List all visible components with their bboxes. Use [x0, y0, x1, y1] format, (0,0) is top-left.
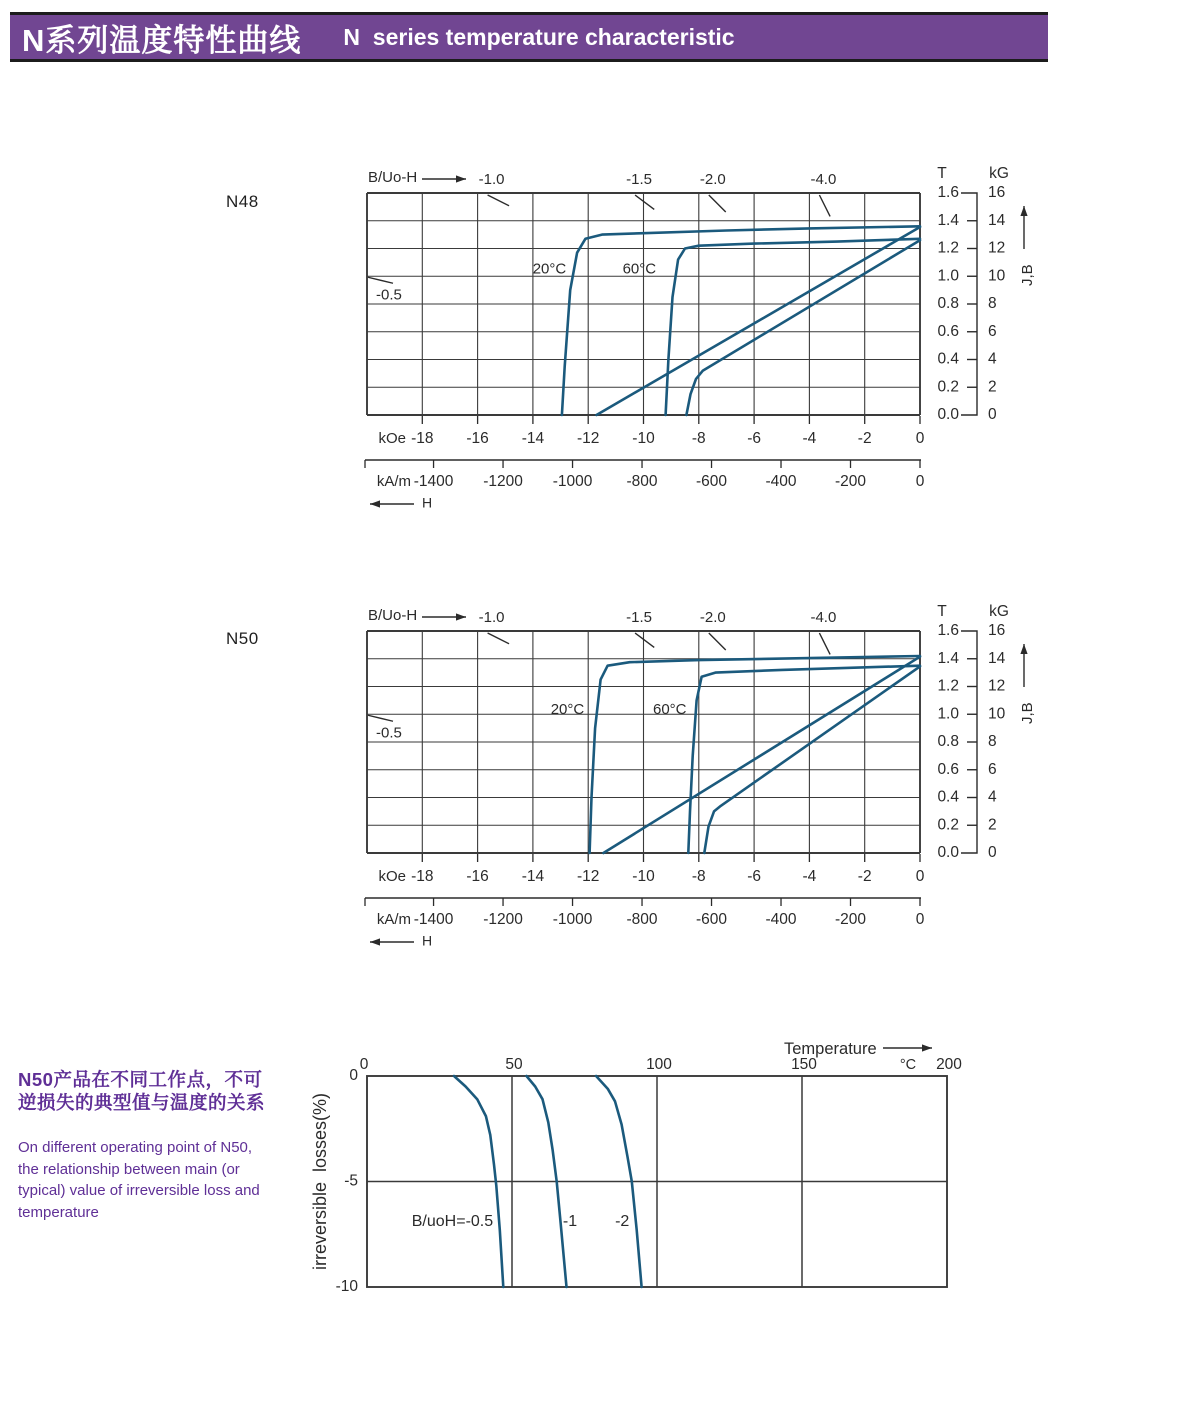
koe-tick-label: -12 — [576, 430, 600, 448]
tesla-tick-label: 0.4 — [937, 788, 959, 806]
gauss-tick-label: 14 — [988, 649, 1006, 667]
gauss-header: kG — [989, 165, 1009, 182]
temp-tick-label: 200 — [936, 1056, 962, 1073]
temperature-axis-title: Temperature — [784, 1040, 877, 1058]
koe-tick-label: -8 — [691, 430, 706, 448]
koe-tick-label: -16 — [466, 430, 489, 448]
kam-tick-label: -400 — [765, 473, 797, 491]
kam-tick-label: -600 — [696, 473, 728, 491]
note-english-line-2: the relationship between main (or — [18, 1160, 240, 1178]
gauss-tick-label: 10 — [988, 267, 1006, 285]
gauss-tick-label: 2 — [988, 378, 997, 396]
note-chinese-line-2: 逆损失的典型值与温度的关系 — [18, 1091, 266, 1113]
loss-curve-label: -2 — [615, 1212, 630, 1230]
koe-tick-label: -10 — [632, 868, 655, 886]
load-line-tick — [635, 633, 654, 647]
koe-tick-label: -14 — [521, 868, 545, 886]
koe-tick-label: -14 — [521, 430, 545, 448]
koe-tick-label: -2 — [857, 430, 872, 448]
load-line-tick — [368, 715, 393, 721]
temp-tick-label: 150 — [791, 1056, 817, 1073]
loss-tick-label: -5 — [344, 1172, 358, 1190]
koe-tick-label: 0 — [915, 430, 925, 448]
tesla-tick-label: 0.6 — [937, 322, 959, 340]
curve-temp-label: 20°C — [532, 260, 567, 278]
tesla-tick-label: 1.4 — [937, 649, 959, 667]
gauss-tick-label: 8 — [988, 295, 997, 313]
kam-tick-label: -800 — [626, 911, 658, 929]
gauss-tick-label: 12 — [988, 239, 1006, 257]
gauss-tick-label: 8 — [988, 733, 997, 751]
gauss-tick-label: 16 — [988, 184, 1006, 202]
kam-tick-label: -1200 — [483, 911, 523, 929]
temp-tick-label: 0 — [359, 1056, 369, 1073]
demag-curve — [666, 239, 920, 415]
koe-tick-label: 0 — [915, 868, 925, 886]
gauss-tick-label: 6 — [988, 760, 997, 778]
loss-curve-label: B/uoH=-0.5 — [411, 1212, 494, 1230]
note-english-line-4: temperature — [18, 1204, 99, 1222]
kam-unit-label: kA/m — [376, 472, 411, 490]
koe-tick-label: -16 — [466, 868, 489, 886]
curve-temp-label: 60°C — [653, 701, 687, 719]
koe-tick-label: -4 — [802, 868, 817, 886]
h-arrow-label: H — [422, 494, 433, 511]
arrow-head-icon — [1020, 206, 1027, 216]
load-line-tick — [819, 195, 830, 216]
gauss-tick-label: 4 — [988, 788, 997, 806]
loss-tick-label: 0 — [349, 1067, 358, 1085]
kam-tick-label: -200 — [834, 911, 867, 929]
load-line-label: -1.5 — [626, 171, 652, 188]
loss-curve-label: -1 — [562, 1212, 578, 1230]
gauss-tick-label: 0 — [988, 844, 997, 862]
gauss-tick-label: 2 — [988, 816, 997, 834]
load-line-label: -4.0 — [810, 609, 837, 626]
load-line-tick — [635, 195, 654, 209]
gauss-tick-label: 6 — [988, 322, 997, 340]
load-line-tick — [488, 633, 509, 644]
celsius-unit-label: °C — [899, 1057, 917, 1073]
tesla-header: T — [937, 165, 947, 182]
n50-irreversible-loss-chart — [310, 1040, 962, 1295]
kam-unit-label: kA/m — [376, 910, 411, 928]
load-line-label: -1.0 — [478, 609, 505, 626]
note-chinese-line-1: N50产品在不同工作点，不可 — [18, 1069, 263, 1090]
y-axis-label: B/Uo-H — [368, 607, 418, 624]
load-line-tick — [709, 195, 726, 212]
tesla-tick-label: 0.2 — [937, 816, 959, 834]
kam-tick-label: -1400 — [413, 473, 454, 491]
tesla-tick-label: 0.4 — [937, 350, 959, 368]
koe-tick-label: -18 — [411, 430, 434, 448]
load-line-tick — [819, 633, 830, 654]
gauss-header: kG — [989, 603, 1009, 620]
load-line-tick — [709, 633, 726, 650]
curve-temp-label: 20°C — [550, 701, 585, 719]
kam-tick-label: -1400 — [413, 911, 454, 929]
koe-unit-label: kOe — [378, 429, 406, 447]
kam-tick-label: -800 — [626, 473, 658, 491]
gauss-tick-label: 12 — [988, 677, 1006, 695]
kam-tick-label: -1000 — [552, 911, 593, 929]
temp-tick-label: 100 — [646, 1056, 672, 1073]
arrow-head-icon — [370, 938, 380, 945]
chart-title-n48: N48 — [226, 192, 259, 211]
tesla-tick-label: 1.6 — [937, 622, 959, 640]
kam-tick-label: -1200 — [483, 473, 523, 491]
jb-axis-label: J,B — [1019, 702, 1036, 724]
load-line-label: -1.5 — [626, 609, 652, 626]
load-line-tick — [368, 277, 393, 283]
tesla-tick-label: 0.0 — [937, 406, 959, 424]
load-line-label: -0.5 — [376, 724, 402, 742]
note-english-line-1: On different operating point of N50, — [18, 1139, 253, 1156]
koe-unit-label: kOe — [378, 867, 406, 885]
loss-axis-title: irreversible losses(%) — [310, 1092, 330, 1271]
chart-title-n50: N50 — [226, 629, 259, 648]
y-axis-label: B/Uo-H — [368, 169, 418, 186]
koe-tick-label: -10 — [632, 430, 655, 448]
curve-temp-label: 60°C — [622, 260, 657, 278]
koe-tick-label: -12 — [576, 868, 600, 886]
kam-tick-label: 0 — [915, 473, 925, 491]
note-english-line-3: typical) value of irreversible loss and — [18, 1182, 260, 1200]
tesla-tick-label: 0.8 — [937, 295, 959, 313]
tesla-tick-label: 1.2 — [937, 677, 959, 695]
kam-tick-label: 0 — [915, 911, 925, 929]
tesla-tick-label: 0.0 — [937, 844, 959, 862]
gauss-tick-label: 14 — [988, 211, 1006, 229]
demag-curve — [686, 240, 920, 415]
tesla-tick-label: 0.2 — [937, 378, 959, 396]
jb-axis-label: J,B — [1019, 264, 1036, 286]
demag-curve — [590, 656, 920, 853]
tesla-tick-label: 1.0 — [937, 267, 959, 285]
gauss-tick-label: 4 — [988, 350, 997, 368]
n48-demag-chart — [365, 165, 1036, 511]
load-line-label: -4.0 — [810, 171, 837, 188]
load-line-label: -2.0 — [699, 171, 726, 188]
koe-tick-label: -4 — [802, 430, 817, 448]
tesla-tick-label: 1.4 — [937, 211, 959, 229]
koe-tick-label: -18 — [411, 868, 434, 886]
kam-tick-label: -400 — [765, 911, 797, 929]
tesla-tick-label: 0.8 — [937, 733, 959, 751]
n50-demag-chart — [365, 603, 1036, 949]
arrow-head-icon — [370, 500, 380, 507]
arrow-head-icon — [456, 613, 466, 620]
tesla-tick-label: 1.2 — [937, 239, 959, 257]
tesla-header: T — [937, 603, 947, 620]
demag-curve — [562, 226, 920, 415]
loss-tick-label: -10 — [335, 1278, 358, 1296]
page-title-chinese: N系列温度特性曲线 — [22, 22, 302, 58]
page-title-english: N series temperature characteristic — [343, 23, 735, 50]
arrow-head-icon — [922, 1044, 932, 1051]
arrow-head-icon — [456, 175, 466, 182]
load-line-tick — [488, 195, 509, 206]
kam-tick-label: -200 — [834, 473, 867, 491]
koe-tick-label: -6 — [747, 868, 761, 886]
koe-tick-label: -8 — [691, 868, 706, 886]
koe-tick-label: -2 — [857, 868, 872, 886]
tesla-tick-label: 0.6 — [937, 760, 959, 778]
h-arrow-label: H — [422, 932, 433, 949]
load-line-label: -0.5 — [376, 286, 402, 304]
gauss-tick-label: 0 — [988, 406, 997, 424]
kam-tick-label: -1000 — [552, 473, 593, 491]
arrow-head-icon — [1020, 644, 1027, 654]
koe-tick-label: -6 — [747, 430, 761, 448]
load-line-label: -2.0 — [699, 609, 726, 626]
temp-tick-label: 50 — [505, 1056, 523, 1073]
kam-tick-label: -600 — [696, 911, 728, 929]
gauss-tick-label: 10 — [988, 705, 1006, 723]
tesla-tick-label: 1.6 — [937, 184, 959, 202]
tesla-tick-label: 1.0 — [937, 705, 959, 723]
load-line-label: -1.0 — [478, 171, 505, 188]
gauss-tick-label: 16 — [988, 622, 1006, 640]
